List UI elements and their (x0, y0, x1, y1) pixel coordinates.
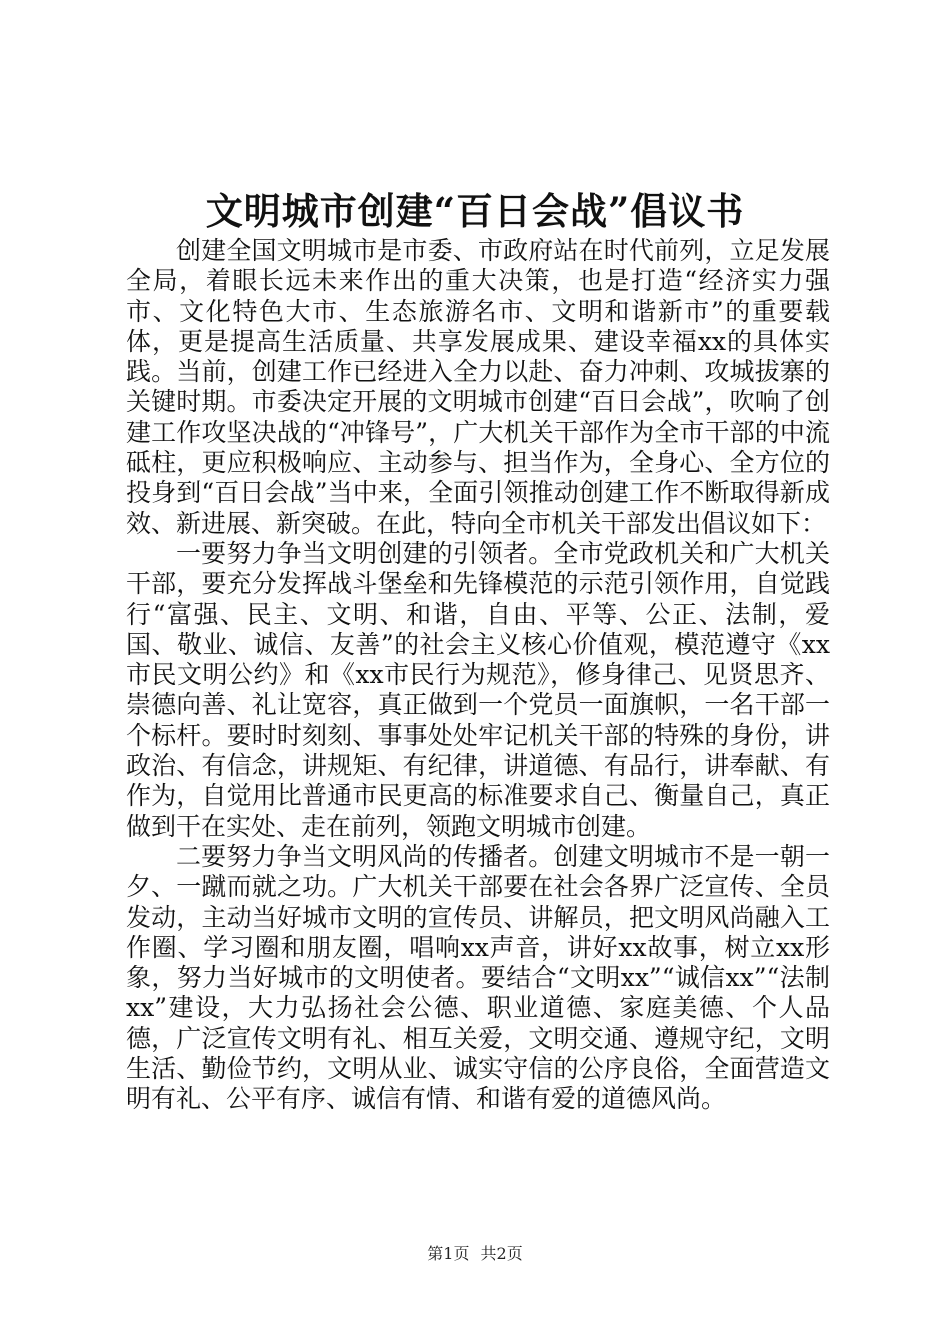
page-number: 第1页 (427, 1244, 470, 1263)
paragraph-point-two: 二要努力争当文明风尚的传播者。创建文明城市不是一朝一夕、一蹴而就之功。广大机关干部要在社会各界广泛宣传、全员发动，主动当好城市文明的宣传员、讲解员，把文明风尚融入工作圈、学习圈和朋友圈，唱响xx声音，讲好xx故事，树立xx形象，努力当好城市的文明使者。要结合“文明xx”“诚信xx”“法制xx”建设，大力弘扬社会公德、职业道德、家庭美德、个人品德，广泛宣传文明有礼、相互关爱，文明交通、遵规守纪，文明生活、勤俭节约，文明从业、诚实守信的公序良俗，全面营造文明有礼、公平有序、诚信有情、和谐有爱的道德风尚。 (126, 841, 830, 1114)
paragraph-point-one: 一要努力争当文明创建的引领者。全市党政机关和广大机关干部，要充分发挥战斗堡垒和先锋模范的示范引领作用，自觉践行“富强、民主、文明、和谐，自由、平等、公正、法制，爱国、敬业、诚信、友善”的社会主义核心价值观，模范遵守《xx市民文明公约》和《xx市民行为规范》，修身律己、见贤思齐、崇德向善、礼让宽容，真正做到一个党员一面旗帜，一名干部一个标杆。要时时刻刻、事事处处牢记机关干部的特殊的身份，讲政治、有信念，讲规矩、有纪律，讲道德、有品行，讲奉献、有作为，自觉用比普通市民更高的标准要求自己、衡量自己，真正做到干在实处、走在前列，领跑文明城市创建。 (126, 538, 830, 841)
document-body (126, 236, 830, 1115)
document-title: 文明城市创建“百日会战”倡议书 (205, 189, 745, 233)
page-total: 共2页 (480, 1244, 523, 1263)
paragraph-intro: 创建全国文明城市是市委、市政府站在时代前列，立足发展全局，着眼长远未来作出的重大决策，也是打造“经济实力强市、文化特色大市、生态旅游名市、文明和谐新市”的重要载体，更是提高生活质量、共享发展成果、建设幸福xx的具体实践。当前，创建工作已经进入全力以赴、奋力冲刺、攻城拔寨的关键时期。市委决定开展的文明城市创建“百日会战”，吹响了创建工作攻坚决战的“冲锋号”，广大机关干部作为全市干部的中流砥柱，更应积极响应、主动参与、担当作为，全身心、全方位的投身到“百日会战”当中来，全面引领推动创建工作不断取得新成效、新进展、新突破。在此，特向全市机关干部发出倡议如下： (126, 236, 830, 538)
page-footer (0, 1243, 950, 1265)
